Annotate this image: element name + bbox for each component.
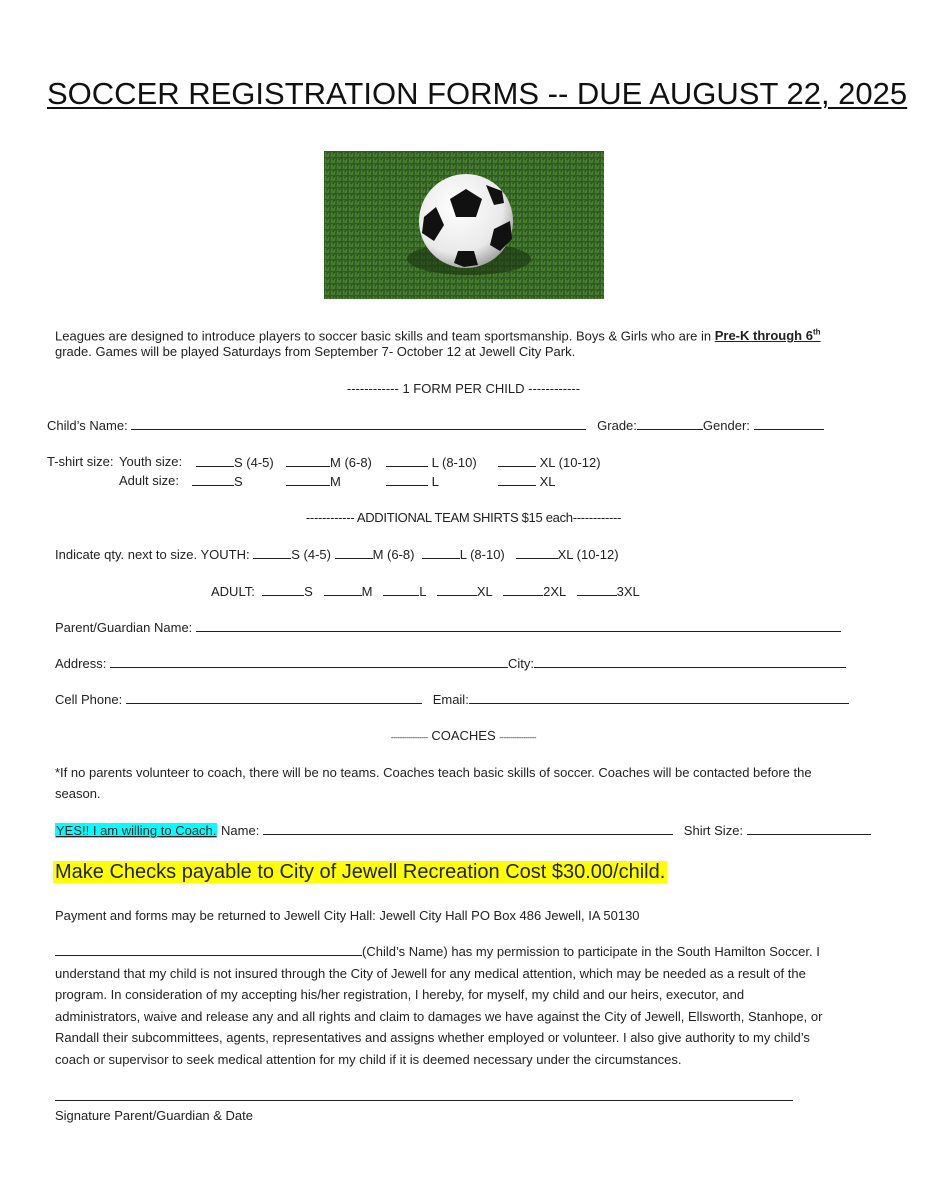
additional-shirts-heading: ------------ ADDITIONAL TEAM SHIRTS $15 each------------ (305, 510, 622, 525)
address-row (55, 655, 846, 672)
payment-banner: Make Checks payable to City of Jewell Recreation Cost $30.00/child. (55, 861, 666, 883)
additional-youth-row: Indicate qty. next to size. YOUTH: S (4-5) M (6-8) L (8-10) XL (10-12) (55, 547, 619, 562)
grade-field[interactable] (637, 417, 703, 430)
phone-row (55, 691, 849, 708)
intro-line-2: grade. Games will be played Saturdays from September 7- October 12 at Jewell City Park. (55, 344, 576, 359)
youth-size-label: Youth size: (119, 454, 183, 469)
coach-name-label: Name: (221, 823, 260, 838)
parent-name-row (55, 619, 841, 636)
form-per-child-note: ------------ 1 FORM PER CHILD ------------ (346, 381, 581, 396)
signature-label: Signature Parent/Guardian & Date (55, 1108, 254, 1123)
coaches-note-line-2: season. (55, 786, 101, 801)
adult-size-l[interactable]: L (386, 473, 439, 490)
address-label: Address: (55, 656, 107, 671)
add-adult-xl-field[interactable] (437, 583, 477, 596)
add-adult-3xl-field[interactable] (577, 583, 617, 596)
coach-volunteer-row (55, 822, 871, 839)
add-youth-xl-field[interactable] (516, 546, 558, 559)
coach-shirt-field[interactable] (747, 822, 871, 835)
email-field[interactable] (469, 691, 849, 704)
signature-line[interactable] (55, 1100, 793, 1101)
address-field[interactable] (110, 655, 508, 668)
coaches-note-line-1: *If no parents volunteer to coach, there will be no teams. Coaches teach basic skills of soccer. Coaches will be contacted before the (55, 765, 812, 780)
soccer-ball-image (324, 151, 604, 299)
child-name-row (47, 417, 824, 434)
parent-name-field[interactable] (196, 619, 841, 632)
additional-adult-row: ADULT: S M L XL 2XL 3XL (211, 584, 640, 599)
child-name-field[interactable] (131, 417, 586, 430)
coaches-heading: ----------------- COACHES ----------------- (390, 728, 537, 743)
add-youth-s-field[interactable] (253, 546, 291, 559)
add-youth-l-field[interactable] (422, 546, 460, 559)
grade-label: Grade: (597, 418, 637, 433)
phone-label: Cell Phone: (55, 692, 123, 707)
gender-label: Gender: (702, 418, 750, 433)
city-field[interactable] (534, 655, 846, 668)
intro-line-1: Leagues are designed to introduce players to soccer basic skills and team sportsmanship. Boys & Girls who are in Pre-K through 6th (55, 328, 821, 344)
adult-size-label: Adult size: (119, 473, 179, 488)
child-name-label: Child’s Name: (47, 418, 128, 433)
youth-size-xl[interactable]: XL (10-12) (498, 454, 601, 471)
youth-size-m[interactable]: M (6-8) (286, 454, 372, 471)
coach-volunteer-highlight: YES!! I am willing to Coach. (56, 823, 217, 838)
page-title: SOCCER REGISTRATION FORMS -- DUE AUGUST 22, 2025 (47, 76, 908, 111)
adult-size-m[interactable]: M (286, 473, 341, 490)
add-youth-m-field[interactable] (335, 546, 373, 559)
add-adult-m-field[interactable] (324, 583, 362, 596)
youth-size-l[interactable]: L (8-10) (386, 454, 477, 471)
waiver-child-name-field[interactable] (55, 943, 362, 956)
email-label: Email: (432, 692, 469, 707)
parent-name-label: Parent/Guardian Name: (55, 620, 193, 635)
tshirt-label: T-shirt size: (47, 454, 114, 469)
gender-field[interactable] (754, 417, 824, 430)
grade-range: Pre-K through 6th (714, 328, 821, 344)
add-adult-2xl-field[interactable] (503, 583, 543, 596)
coach-name-field[interactable] (263, 822, 673, 835)
return-instructions: Payment and forms may be returned to Jewell City Hall: Jewell City Hall PO Box 486 Jewell, IA 50130 (55, 908, 640, 923)
city-label: City: (507, 656, 534, 671)
add-adult-s-field[interactable] (262, 583, 304, 596)
youth-size-s[interactable]: S (4-5) (196, 454, 274, 471)
phone-field[interactable] (126, 691, 422, 704)
coach-shirt-label: Shirt Size: (683, 823, 744, 838)
waiver-paragraph: (Child’s Name) has my permission to participate in the South Hamilton Soccer. I understand that my child is not insured through the City of Jewell for any medical attention, which may be needed as a result of the program. In consideration of my accepting his/her registration, I hereby, for myself, my child and our heirs, executor, and administrators, waive and release any and all rights and claim to damages we have against the City of Jewell, Ellsworth, Stanhope, or Randall their subcommittees, agents, representatives and assigns whether employed or volunteer. I also give authority to my child’s coach or supervisor to seek medical attention for my child if it is deemed necessary under the circumstances. (55, 944, 823, 1067)
add-adult-l-field[interactable] (383, 583, 419, 596)
adult-size-s[interactable]: S (192, 473, 243, 490)
adult-size-xl[interactable]: XL (498, 473, 556, 490)
